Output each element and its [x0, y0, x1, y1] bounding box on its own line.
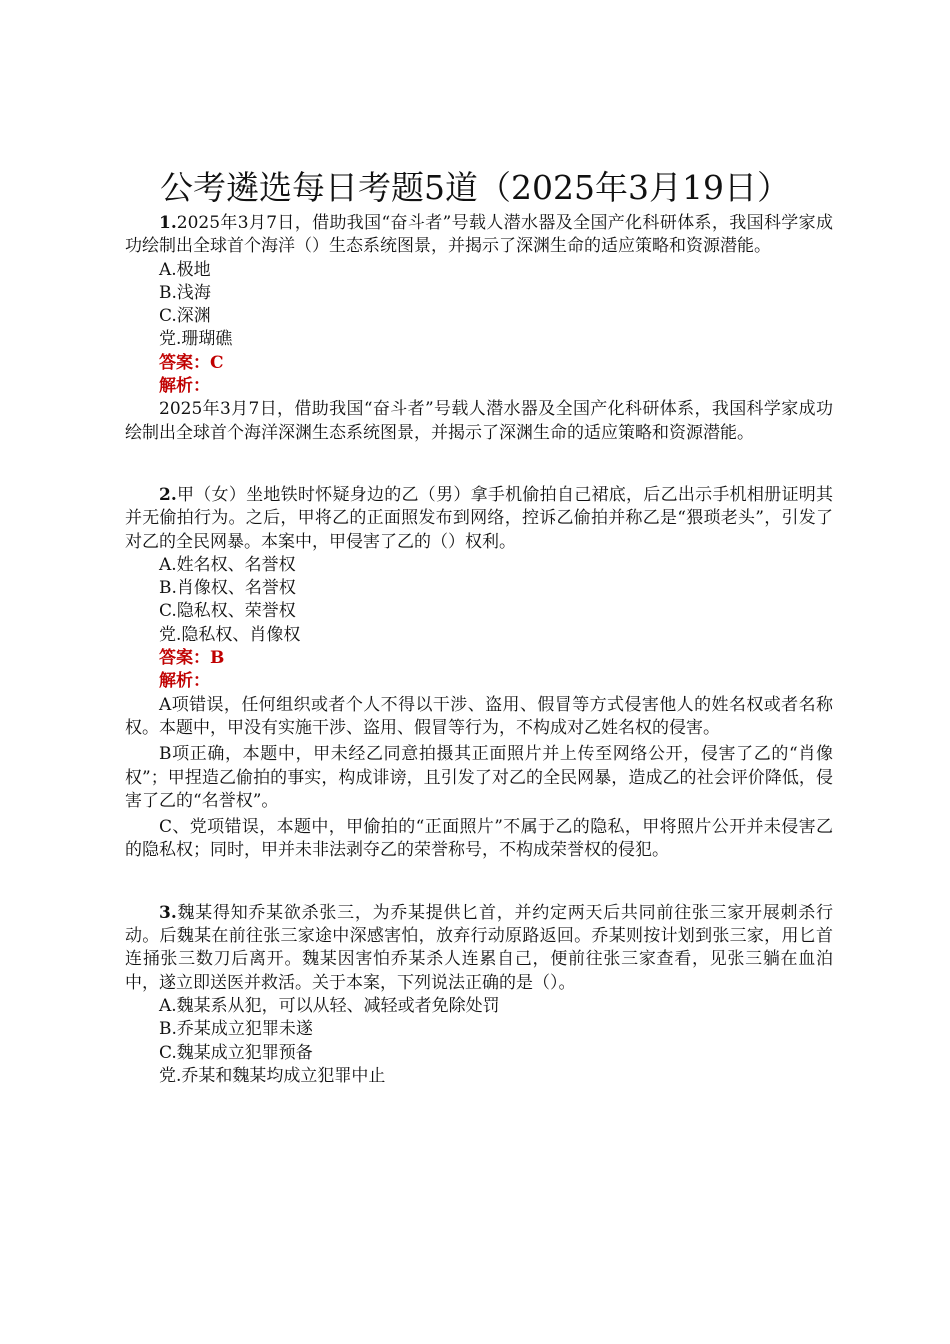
option-d: 党.隐私权、肖像权 — [159, 624, 301, 645]
question-2 — [125, 484, 833, 863]
option-b: B.浅海 — [159, 282, 211, 303]
option-a: A.姓名权、名誉权 — [159, 554, 296, 575]
question-stem — [125, 484, 833, 554]
question-stem — [125, 212, 833, 259]
option-b: B.乔某成立犯罪未遂 — [159, 1019, 313, 1040]
question-text: 甲（女）坐地铁时怀疑身边的乙（男）拿手机偷拍自己裙底，后乙出示手机相册证明其并无偷拍行为。之后，甲将乙的正面照发布到网络，控诉乙偷拍并称乙是“猥琐老头”，引发了对乙的全民网暴。本案中，甲侵害了乙的（）权利。 — [125, 484, 833, 552]
option-d: 党.乔某和魏某均成立犯罪中止 — [159, 1065, 386, 1086]
option-d: 党.珊瑚礁 — [159, 329, 233, 350]
option-c: C.魏某成立犯罪预备 — [159, 1042, 313, 1063]
page-title: 公考遴选每日考题5道（2025年3月19日） — [160, 168, 790, 207]
question-text: 魏某得知乔某欲杀张三，为乔某提供匕首，并约定两天后共同前往张三家开展刺杀行动。后魏某在前往张三家途中深感害怕，放弃行动原路返回。乔某则按计划到张三家，用匕首连捅张三数刀后离开。魏某因害怕乔某杀人连累自己，便前往张三家查看，见张三躺在血泊中，遂立即送医并救活。关于本案，下列说法正确的是（）。 — [125, 902, 833, 993]
option-a: A.极地 — [159, 259, 211, 280]
option-c: C.深渊 — [159, 306, 211, 327]
analysis-paragraph: B项正确，本题中，甲未经乙同意拍摄其正面照片并上传至网络公开，侵害了乙的“肖像权”；甲捏造乙偷拍的事实，构成诽谤，且引发了对乙的全民网暴，造成乙的社会评价降低，侵害了乙的“名誉权”。 — [125, 744, 833, 811]
option-c: C.隐私权、荣誉权 — [159, 601, 296, 622]
analysis-label: 解析： — [159, 376, 210, 397]
analysis-paragraph: A项错误，任何组织或者个人不得以干涉、盗用、假冒等方式侵害他人的姓名权或者名称权。本题中，甲没有实施干涉、盗用、假冒等行为，不构成对乙姓名权的侵害。 — [125, 694, 833, 738]
spacer — [125, 863, 833, 902]
question-3 — [125, 902, 833, 1088]
analysis-label: 解析： — [159, 671, 210, 692]
question-1 — [125, 212, 833, 445]
document-body — [125, 212, 833, 1088]
question-number: 3. — [159, 902, 177, 923]
answer-line: 答案：C — [159, 352, 224, 373]
option-a: A.魏某系从犯，可以从轻、减轻或者免除处罚 — [159, 995, 500, 1016]
option-b: B.肖像权、名誉权 — [159, 578, 296, 599]
question-text: 2025年3月7日，借助我国“奋斗者”号载人潜水器及全国产化科研体系，我国科学家成功绘制出全球首个海洋（）生态系统图景，并揭示了深渊生命的适应策略和资源潜能。 — [125, 213, 833, 257]
question-number: 2. — [159, 484, 177, 505]
analysis-paragraph: C、党项错误，本题中，甲偷拍的“正面照片”不属于乙的隐私，甲将照片公开并未侵害乙的隐私权；同时，甲并未非法剥夺乙的荣誉称号，不构成荣誉权的侵犯。 — [125, 817, 833, 861]
spacer — [125, 445, 833, 484]
answer-line: 答案：B — [159, 648, 225, 669]
question-number: 1. — [159, 213, 177, 233]
question-stem — [125, 902, 833, 995]
analysis-paragraph: 2025年3月7日，借助我国“奋斗者”号载人潜水器及全国产化科研体系，我国科学家成功绘制出全球首个海洋深渊生态系统图景，并揭示了深渊生命的适应策略和资源潜能。 — [125, 399, 833, 443]
